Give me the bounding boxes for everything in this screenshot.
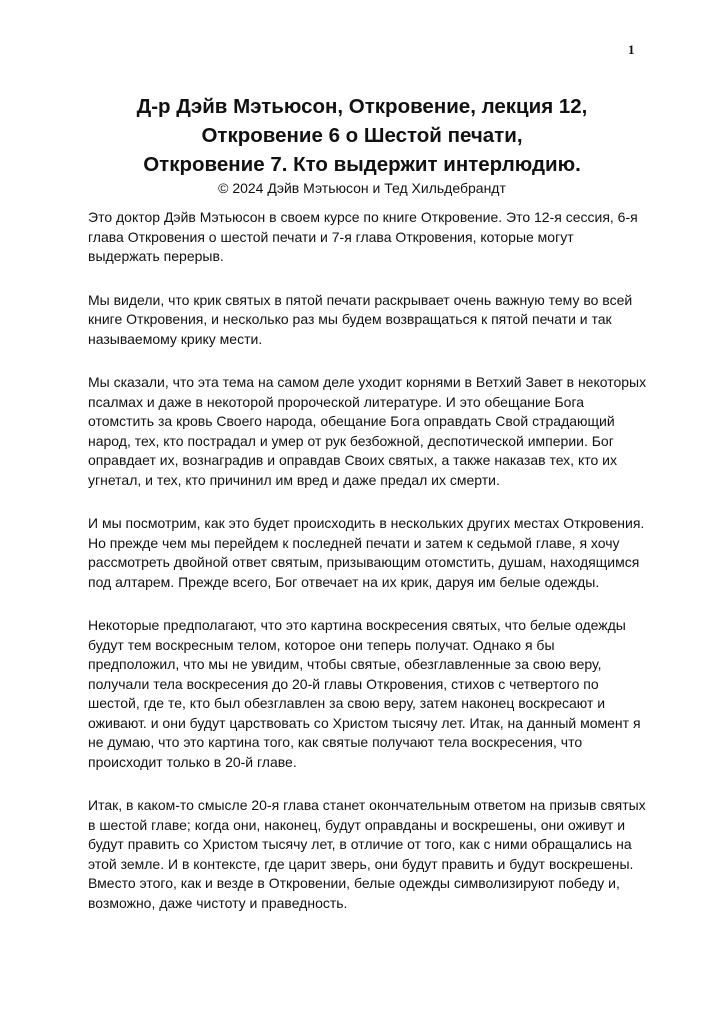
paragraph-1: Это доктор Дэйв Мэтьюсон в своем курсе по книге Откровение. Это 12-я сессия, 6-я глава Откровения о шестой печати и 7-я глава Откровения, которые могут выдержать перерыв. [88,209,638,264]
paragraph-6: Итак, в каком-то смысле 20-я глава станет окончательным ответом на призыв святых в шестой главе; когда они, наконец, будут оправданы и воскрешены, они оживут и будут править со Христом тысячу лет, в отличие от того, как с ними обращались на этой земле. И в контексте, где царит зверь, они будут править и будут воскрешены. Вместо этого, как и везде в Откровении, белые одежды символизируют победу и, возможно, даже чистоту и праведность. [88,797,646,911]
copyright-line: © 2024 Дэйв Мэтьюсон и Тед Хильдебрандт [218,180,506,196]
title-line-1: Д-р Дэйв Мэтьюсон, Откровение, лекция 12, [136,95,588,118]
paragraph-2: Мы видели, что крик святых в пятой печати раскрывает очень важную тему во всей книге Откровения, и несколько раз мы будем возвращаться к пятой печати и так называемому крику мести. [88,291,633,347]
paragraph-3: Мы сказали, что эта тема на самом деле уходит корнями в Ветхий Завет в некоторых псалмах и даже в некоторой пророческой литературе. И это обещание Бога отомстить за кровь Своего народа, обещание Бога оправдать Свой страдающий народ, тех, кто пострадал и умер от рук безбожной, деспотической империи. Бог оправдает их, вознаградив и оправдав Своих святых, а также наказав тех, кто их угнетал, и тех, кто причинил им вред и даже предал их смерти. [88,374,647,488]
paragraph-5: Некоторые предполагают, что это картина воскресения святых, что белые одежды будут тем воскресным телом, которое они теперь получат. Однако я бы предположил, что мы не увидим, чтобы святые, обезглавленные за свою веру, получали тела воскресения до 20-й главы Откровения, стихов с четвертого по шестой, где те, кто был обезглавлен за свою веру, затем наконец воскресают и оживают. и они будут царствовать со Христом тысячу лет. Итак, на данный момент я не думаю, что это картина того, как святые получают тела воскресения, что происходит только в 20-й главе. [88,617,641,770]
paragraph-4: И мы посмотрим, как это будет происходить в нескольких других местах Откровения. Но прежде чем мы перейдем к последней печати и затем к седьмой главе, я хочу рассмотреть двойной ответ святым, призывающим отомстить, душам, находящимся под алтарем. Прежде всего, Бог отвечает на их крик, даруя им белые одежды. [88,515,645,590]
document-body [88,208,648,937]
document-header [60,92,664,197]
title-line-2: Откровение 6 о Шестой печати, [201,124,523,147]
title-line-3: Откровение 7. Кто выдержит интерлюдию. [143,153,581,176]
page-number: 1 [628,42,635,57]
